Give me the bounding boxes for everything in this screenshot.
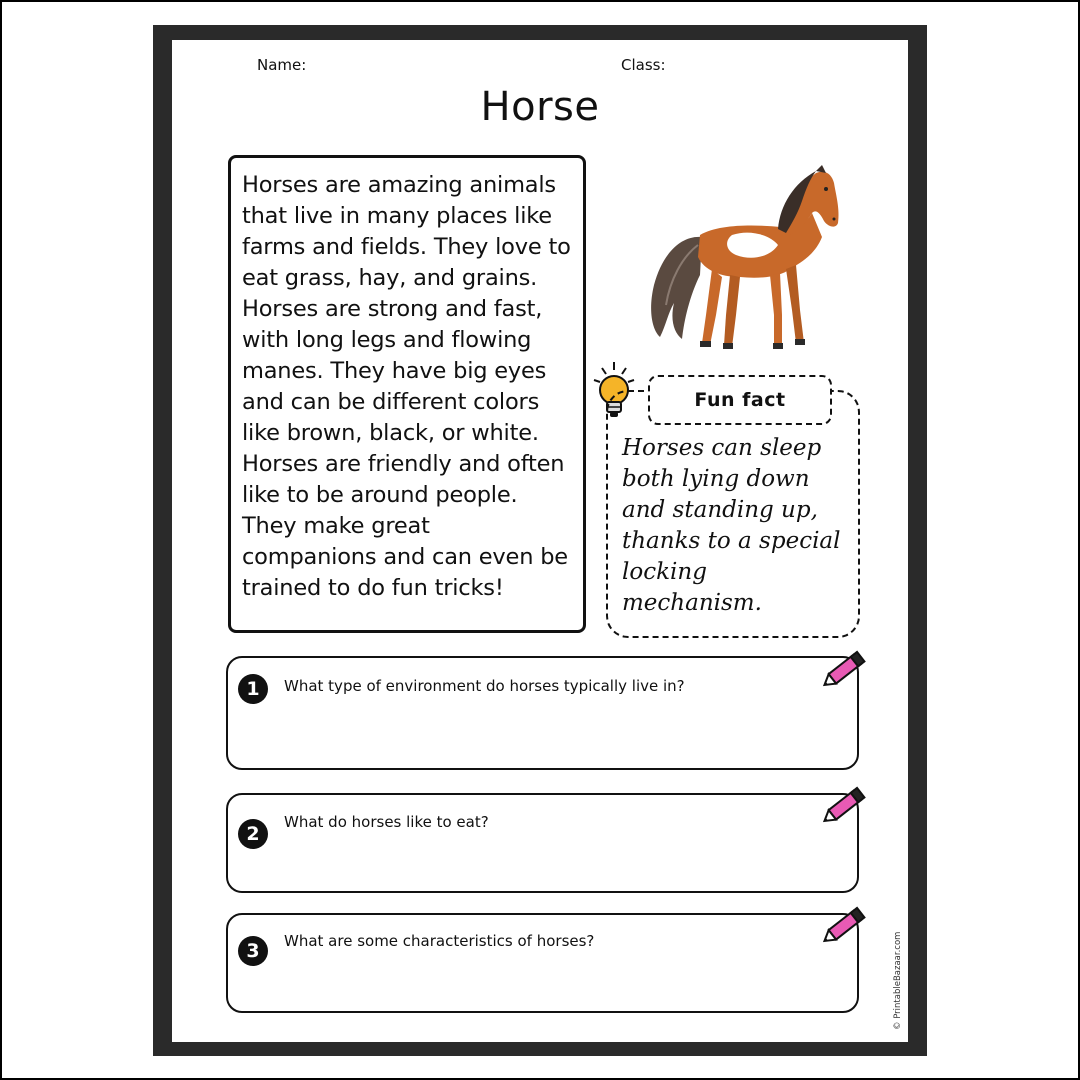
passage-line: like to be around people. [242,482,518,508]
passage-line: and can be different colors [242,389,540,415]
question-3-box[interactable] [226,913,859,1013]
reading-passage [242,170,573,604]
passage-line: farms and fields. They love to [242,234,571,260]
fun-fact-line: thanks to a special [622,528,841,554]
question-1-box[interactable] [226,656,859,770]
pencil-icon [818,784,870,830]
copyright-credit: © PrintableBazaar.com [893,931,903,1030]
question-1-text: What type of environment do horses typically live in? [284,677,685,695]
passage-line: Horses are friendly and often [242,451,565,477]
question-3-text: What are some characteristics of horses? [284,932,595,950]
passage-line: trained to do fun tricks! [242,575,504,601]
fun-fact-line: and standing up, [622,497,818,523]
pencil-icon [818,904,870,950]
passage-line: eat grass, hay, and grains. [242,265,538,291]
passage-line: with long legs and flowing [242,327,532,353]
passage-line: Horses are amazing animals [242,172,556,198]
fun-fact-heading: Fun fact [648,375,832,425]
passage-line: Horses are strong and fast, [242,296,543,322]
passage-line: companions and can even be [242,544,568,570]
fun-fact-line: locking mechanism. [622,559,762,616]
question-1-number: 1 [238,674,268,704]
passage-line: that live in many places like [242,203,552,229]
question-2-text: What do horses like to eat? [284,813,489,831]
worksheet-title: Horse [480,84,600,130]
passage-line: They make great [242,513,430,539]
fun-fact-line: Horses can sleep [622,435,822,461]
horse-illustration [640,165,850,355]
fun-fact-text [622,433,854,619]
class-label: Class: [621,56,666,74]
passage-line: manes. They have big eyes [242,358,547,384]
reading-passage-box [228,155,586,633]
question-2-box[interactable] [226,793,859,893]
name-label: Name: [257,56,307,74]
question-2-number: 2 [238,819,268,849]
question-3-number: 3 [238,936,268,966]
fun-fact-line: both lying down [622,466,810,492]
pencil-icon [818,648,870,694]
passage-line: like brown, black, or white. [242,420,539,446]
